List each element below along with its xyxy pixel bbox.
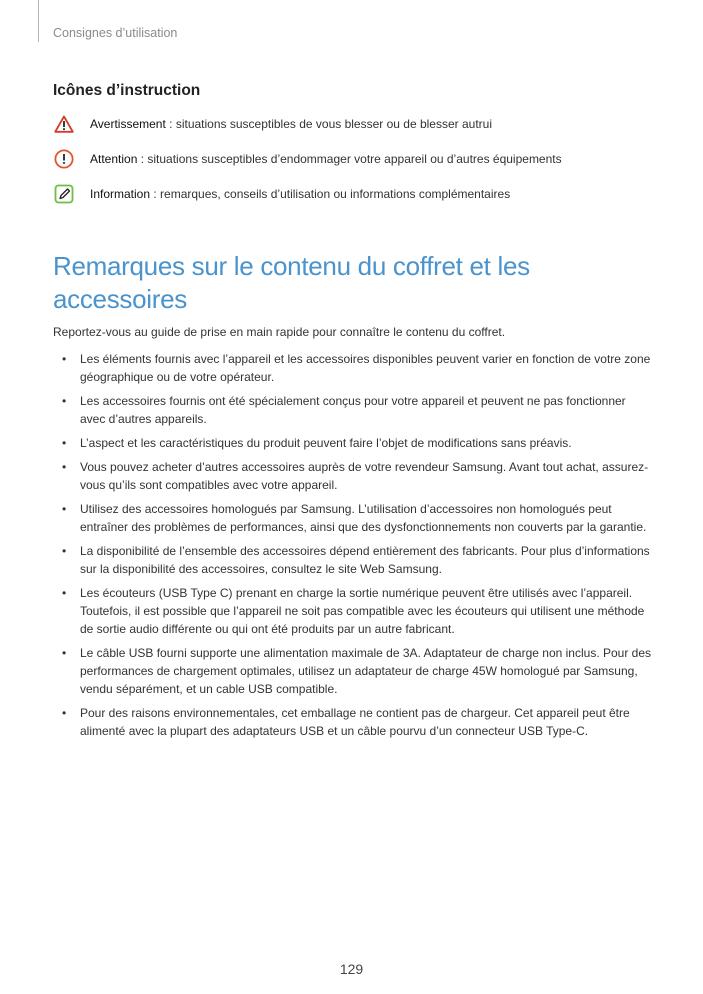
section-title: Remarques sur le contenu du coffret et les accessoires bbox=[53, 251, 530, 314]
instruction-row-information bbox=[53, 184, 510, 204]
instruction-label: Information bbox=[90, 187, 151, 201]
instruction-row-caution bbox=[53, 149, 562, 169]
warning-triangle-icon bbox=[53, 114, 75, 134]
note-pencil-icon bbox=[53, 184, 75, 204]
list-item: • Utilisez des accessoires homologués par Samsung. L’utilisation d’accessoires non homologués peut entraîner des problèmes de performances, ainsi que des dysfonctionnements non couverts par la garantie. bbox=[53, 500, 653, 536]
list-item: • L’aspect et les caractéristiques du produit peuvent faire l’objet de modifications sans préavis. bbox=[53, 434, 653, 452]
instruction-row-warning bbox=[53, 114, 492, 134]
list-item: • Les accessoires fournis ont été spécialement conçus pour votre appareil et peuvent ne pas fonctionner avec d’autres appareils. bbox=[53, 392, 653, 428]
page-number: 129 bbox=[339, 961, 364, 977]
instruction-text: Information : remarques, conseils d’utilisation ou informations complémentaires bbox=[90, 187, 511, 201]
section-intro: Reportez-vous au guide de prise en main rapide pour connaître le contenu du coffret. bbox=[53, 325, 506, 339]
instruction-label: Avertissement bbox=[90, 117, 166, 131]
instruction-text: Attention : situations susceptibles d’endommager votre appareil ou d’autres équipements bbox=[90, 152, 562, 166]
accessories-notes-list bbox=[53, 350, 653, 746]
instruction-text: Avertissement : situations susceptibles de vous blesser ou de blesser autrui bbox=[90, 117, 492, 131]
running-header: Consignes d’utilisation bbox=[53, 26, 178, 40]
header-rule bbox=[38, 0, 39, 42]
list-item: • Pour des raisons environnementales, cet emballage ne contient pas de chargeur. Cet appareil peut être alimenté avec la plupart des adaptateurs USB et un câble pourvu d’un connecteur USB Type-C. bbox=[53, 704, 653, 740]
instruction-label: Attention bbox=[90, 152, 138, 166]
caution-circle-icon bbox=[53, 149, 75, 169]
list-item: • Les écouteurs (USB Type C) prenant en charge la sortie numérique peuvent être utilisés avec l’appareil. Toutefois, il est possible que l’appareil ne soit pas compatible avec les écouteurs qui utilisent une méthode de sortie audio différente ou qui ont été produits par un autre fabricant. bbox=[53, 584, 653, 638]
list-item: • Vous pouvez acheter d’autres accessoires auprès de votre revendeur Samsung. Avant tout achat, assurez-vous qu’ils sont compatibles avec votre appareil. bbox=[53, 458, 653, 494]
list-item: • Le câble USB fourni supporte une alimentation maximale de 3A. Adaptateur de charge non inclus. Pour des performances de chargement optimales, utilisez un adaptateur de charge 45W homologué par Samsung, vendu séparément, et un cable USB compatible. bbox=[53, 644, 653, 698]
list-item: • Les éléments fournis avec l’appareil et les accessoires disponibles peuvent varier en fonction de votre zone géographique ou de votre opérateur. bbox=[53, 350, 653, 386]
list-item: • La disponibilité de l’ensemble des accessoires dépend entièrement des fabricants. Pour plus d’informations sur la disponibilité des accessoires, consultez le site Web Samsung. bbox=[53, 542, 653, 578]
instruction-icons-title: Icônes d’instruction bbox=[53, 82, 201, 99]
